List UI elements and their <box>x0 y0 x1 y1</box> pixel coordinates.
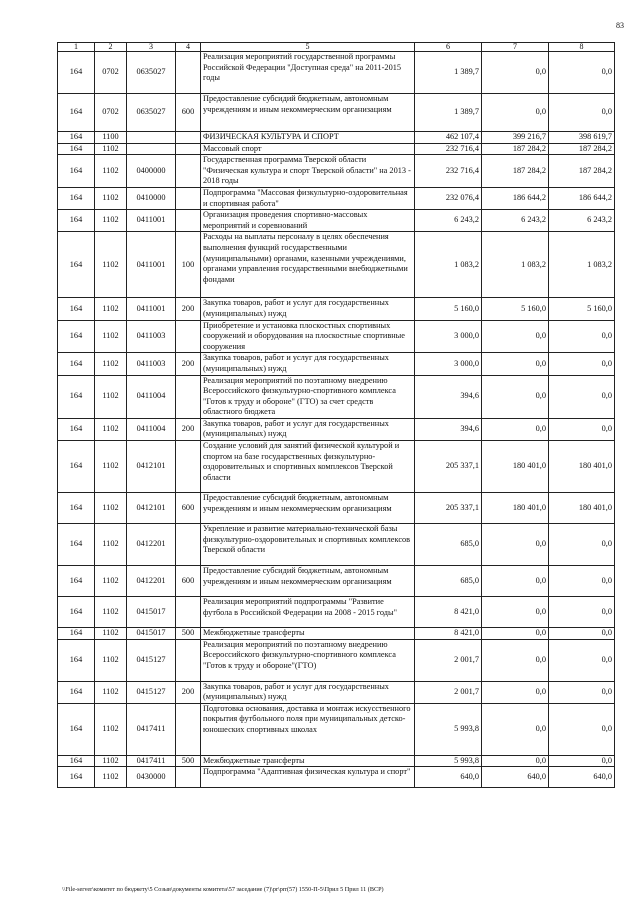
amount-col6-cell: 1 083,2 <box>415 232 482 298</box>
expense-type-cell <box>176 524 201 566</box>
expense-name-cell: Закупка товаров, работ и услуг для государственных (муниципальных) нужд <box>201 298 415 320</box>
section-code-cell: 1102 <box>95 767 127 788</box>
amount-col8-cell: 186 644,2 <box>549 187 615 209</box>
amount-col8-cell: 0,0 <box>549 94 615 132</box>
table-row <box>58 94 615 132</box>
ministry-code-cell: 164 <box>58 298 95 320</box>
amount-col8-cell: 0,0 <box>549 628 615 640</box>
amount-col7-cell: 0,0 <box>482 52 549 94</box>
amount-col8-cell: 1 083,2 <box>549 232 615 298</box>
section-code-cell: 1102 <box>95 524 127 566</box>
amount-col7-cell: 180 401,0 <box>482 441 549 493</box>
amount-col6-cell: 8 421,0 <box>415 628 482 640</box>
expense-type-cell <box>176 155 201 188</box>
expense-type-cell <box>176 441 201 493</box>
table-row <box>58 418 615 440</box>
amount-col8-cell: 6 243,2 <box>549 210 615 232</box>
amount-col8-cell: 0,0 <box>549 639 615 681</box>
expense-type-cell <box>176 767 201 788</box>
amount-col8-cell: 640,0 <box>549 767 615 788</box>
table-row <box>58 187 615 209</box>
amount-col7-cell: 0,0 <box>482 94 549 132</box>
amount-col8-cell: 0,0 <box>549 52 615 94</box>
section-code-cell: 1102 <box>95 566 127 597</box>
ministry-code-cell: 164 <box>58 767 95 788</box>
expense-type-cell <box>176 210 201 232</box>
section-code-cell: 1100 <box>95 132 127 144</box>
target-article-cell: 0411001 <box>127 298 176 320</box>
section-code-cell: 1102 <box>95 628 127 640</box>
expense-type-cell: 200 <box>176 418 201 440</box>
column-number-5: 5 <box>201 43 415 52</box>
table-row <box>58 681 615 703</box>
amount-col7-cell: 0,0 <box>482 418 549 440</box>
amount-col6-cell: 205 337,1 <box>415 493 482 524</box>
expense-type-cell <box>176 320 201 353</box>
amount-col8-cell: 0,0 <box>549 320 615 353</box>
target-article-cell <box>127 143 176 155</box>
expense-name-cell: Подготовка основания, доставка и монтаж искусственного покрытия футбольного поля при муниципальных детско-юношеских спортивных школах <box>201 703 415 755</box>
expense-name-cell: Реализация мероприятий государственной программы Российской Федерации "Доступная среда" на 2011-2015 годы <box>201 52 415 94</box>
table-row <box>58 320 615 353</box>
ministry-code-cell: 164 <box>58 441 95 493</box>
amount-col7-cell: 5 160,0 <box>482 298 549 320</box>
ministry-code-cell: 164 <box>58 52 95 94</box>
amount-col6-cell: 232 716,4 <box>415 155 482 188</box>
column-number-3: 3 <box>127 43 176 52</box>
expense-type-cell: 200 <box>176 353 201 375</box>
section-code-cell: 1102 <box>95 320 127 353</box>
amount-col6-cell: 6 243,2 <box>415 210 482 232</box>
target-article-cell: 0412101 <box>127 493 176 524</box>
amount-col7-cell: 0,0 <box>482 353 549 375</box>
expense-name-cell: Предоставление субсидий бюджетным, автономным учреждениям и иным некоммерческим организациям <box>201 566 415 597</box>
amount-col7-cell: 0,0 <box>482 597 549 628</box>
amount-col6-cell: 394,6 <box>415 418 482 440</box>
ministry-code-cell: 164 <box>58 155 95 188</box>
amount-col8-cell: 0,0 <box>549 755 615 767</box>
table-row <box>58 639 615 681</box>
section-code-cell: 1102 <box>95 639 127 681</box>
target-article-cell: 0411004 <box>127 375 176 418</box>
table-row <box>58 628 615 640</box>
amount-col7-cell: 0,0 <box>482 375 549 418</box>
target-article-cell: 0417411 <box>127 703 176 755</box>
expense-type-cell <box>176 132 201 144</box>
expense-type-cell: 600 <box>176 493 201 524</box>
target-article-cell: 0400000 <box>127 155 176 188</box>
target-article-cell: 0635027 <box>127 94 176 132</box>
ministry-code-cell: 164 <box>58 493 95 524</box>
table-row <box>58 566 615 597</box>
expense-type-cell: 500 <box>176 628 201 640</box>
amount-col6-cell: 5 993,8 <box>415 755 482 767</box>
amount-col6-cell: 2 001,7 <box>415 681 482 703</box>
amount-col6-cell: 685,0 <box>415 566 482 597</box>
amount-col7-cell: 0,0 <box>482 639 549 681</box>
expense-type-cell <box>176 639 201 681</box>
target-article-cell: 0415017 <box>127 628 176 640</box>
amount-col7-cell: 0,0 <box>482 524 549 566</box>
expense-name-cell: Реализация мероприятий по поэтапному внедрению Всероссийского физкультурно-спортивного комплекса "Готов к труду и обороне" (ГТО) за счет средств областного бюджета <box>201 375 415 418</box>
amount-col8-cell: 0,0 <box>549 681 615 703</box>
expense-name-cell: Организация проведения спортивно-массовых мероприятий и соревнований <box>201 210 415 232</box>
section-code-cell: 1102 <box>95 703 127 755</box>
expense-type-cell: 200 <box>176 298 201 320</box>
target-article-cell: 0415127 <box>127 681 176 703</box>
expense-name-cell: Предоставление субсидий бюджетным, автономным учреждениям и иным некоммерческим организациям <box>201 94 415 132</box>
amount-col8-cell: 398 619,7 <box>549 132 615 144</box>
amount-col8-cell: 0,0 <box>549 353 615 375</box>
amount-col6-cell: 394,6 <box>415 375 482 418</box>
table-row <box>58 767 615 788</box>
amount-col7-cell: 180 401,0 <box>482 493 549 524</box>
expense-name-cell: Закупка товаров, работ и услуг для государственных (муниципальных) нужд <box>201 681 415 703</box>
amount-col7-cell: 0,0 <box>482 755 549 767</box>
expense-type-cell: 500 <box>176 755 201 767</box>
section-code-cell: 1102 <box>95 143 127 155</box>
expense-name-cell: Межбюджетные трансферты <box>201 628 415 640</box>
amount-col7-cell: 0,0 <box>482 703 549 755</box>
target-article-cell <box>127 132 176 144</box>
target-article-cell: 0411001 <box>127 232 176 298</box>
table-row <box>58 155 615 188</box>
expense-name-cell: Государственная программа Тверской области "Физическая культура и спорт Тверской области" на 2013 - 2018 годы <box>201 155 415 188</box>
page-number: 83 <box>616 21 624 30</box>
expense-name-cell: Подпрограмма "Адаптивная физическая культура и спорт" <box>201 767 415 788</box>
expense-type-cell <box>176 703 201 755</box>
amount-col8-cell: 187 284,2 <box>549 143 615 155</box>
expense-name-cell: Приобретение и установка плоскостных спортивных сооружений и оборудования на плоскостные спортивные сооружения <box>201 320 415 353</box>
section-code-cell: 1102 <box>95 418 127 440</box>
section-code-cell: 1102 <box>95 755 127 767</box>
column-number-2: 2 <box>95 43 127 52</box>
amount-col8-cell: 5 160,0 <box>549 298 615 320</box>
table-row <box>58 132 615 144</box>
amount-col8-cell: 0,0 <box>549 597 615 628</box>
expense-name-cell: ФИЗИЧЕСКАЯ КУЛЬТУРА И СПОРТ <box>201 132 415 144</box>
amount-col7-cell: 0,0 <box>482 320 549 353</box>
section-code-cell: 1102 <box>95 441 127 493</box>
target-article-cell: 0411003 <box>127 320 176 353</box>
section-code-cell: 1102 <box>95 210 127 232</box>
target-article-cell: 0410000 <box>127 187 176 209</box>
amount-col7-cell: 0,0 <box>482 681 549 703</box>
expense-name-cell: Предоставление субсидий бюджетным, автономным учреждениям и иным некоммерческим организациям <box>201 493 415 524</box>
target-article-cell: 0635027 <box>127 52 176 94</box>
budget-table <box>57 42 615 788</box>
amount-col8-cell: 187 284,2 <box>549 155 615 188</box>
expense-name-cell: Укрепление и развитие материально-технической базы физкультурно-оздоровительных и спортивных комплексов Тверской области <box>201 524 415 566</box>
section-code-cell: 1102 <box>95 298 127 320</box>
ministry-code-cell: 164 <box>58 375 95 418</box>
target-article-cell: 0430000 <box>127 767 176 788</box>
column-number-4: 4 <box>176 43 201 52</box>
column-number-8: 8 <box>549 43 615 52</box>
amount-col8-cell: 180 401,0 <box>549 493 615 524</box>
table-row <box>58 703 615 755</box>
target-article-cell: 0411003 <box>127 353 176 375</box>
expense-type-cell <box>176 143 201 155</box>
target-article-cell: 0412201 <box>127 566 176 597</box>
expense-name-cell: Закупка товаров, работ и услуг для государственных (муниципальных) нужд <box>201 418 415 440</box>
expense-name-cell: Создание условий для занятий физической культурой и спортом на базе государственных физкультурно-оздоровительных и спортивных комплексов Тверской области <box>201 441 415 493</box>
ministry-code-cell: 164 <box>58 597 95 628</box>
expense-type-cell: 200 <box>176 681 201 703</box>
expense-name-cell: Реализация мероприятий по поэтапному внедрению Всероссийского физкультурно-спортивного комплекса "Готов к труду и обороне"(ГТО) <box>201 639 415 681</box>
column-number-1: 1 <box>58 43 95 52</box>
section-code-cell: 1102 <box>95 493 127 524</box>
amount-col7-cell: 640,0 <box>482 767 549 788</box>
section-code-cell: 1102 <box>95 681 127 703</box>
ministry-code-cell: 164 <box>58 524 95 566</box>
amount-col8-cell: 0,0 <box>549 524 615 566</box>
amount-col7-cell: 0,0 <box>482 628 549 640</box>
amount-col6-cell: 232 716,4 <box>415 143 482 155</box>
amount-col7-cell: 187 284,2 <box>482 155 549 188</box>
amount-col6-cell: 5 993,8 <box>415 703 482 755</box>
table-row <box>58 493 615 524</box>
table-row <box>58 524 615 566</box>
expense-name-cell: Закупка товаров, работ и услуг для государственных (муниципальных) нужд <box>201 353 415 375</box>
section-code-cell: 1102 <box>95 232 127 298</box>
section-code-cell: 1102 <box>95 353 127 375</box>
section-code-cell: 1102 <box>95 155 127 188</box>
section-code-cell: 1102 <box>95 187 127 209</box>
target-article-cell: 0412201 <box>127 524 176 566</box>
amount-col6-cell: 3 000,0 <box>415 353 482 375</box>
amount-col6-cell: 1 389,7 <box>415 94 482 132</box>
table-row <box>58 375 615 418</box>
target-article-cell: 0411004 <box>127 418 176 440</box>
ministry-code-cell: 164 <box>58 703 95 755</box>
ministry-code-cell: 164 <box>58 628 95 640</box>
ministry-code-cell: 164 <box>58 681 95 703</box>
expense-name-cell: Межбюджетные трансферты <box>201 755 415 767</box>
ministry-code-cell: 164 <box>58 639 95 681</box>
ministry-code-cell: 164 <box>58 187 95 209</box>
amount-col6-cell: 3 000,0 <box>415 320 482 353</box>
table-row <box>58 232 615 298</box>
table-row <box>58 441 615 493</box>
amount-col8-cell: 180 401,0 <box>549 441 615 493</box>
expense-type-cell <box>176 597 201 628</box>
amount-col6-cell: 8 421,0 <box>415 597 482 628</box>
section-code-cell: 0702 <box>95 94 127 132</box>
table-row <box>58 210 615 232</box>
amount-col7-cell: 186 644,2 <box>482 187 549 209</box>
ministry-code-cell: 164 <box>58 320 95 353</box>
target-article-cell: 0411001 <box>127 210 176 232</box>
amount-col8-cell: 0,0 <box>549 375 615 418</box>
amount-col8-cell: 0,0 <box>549 703 615 755</box>
table-row <box>58 353 615 375</box>
column-number-header-row <box>58 43 615 52</box>
amount-col6-cell: 2 001,7 <box>415 639 482 681</box>
section-code-cell: 0702 <box>95 52 127 94</box>
section-code-cell: 1102 <box>95 375 127 418</box>
target-article-cell: 0415017 <box>127 597 176 628</box>
target-article-cell: 0412101 <box>127 441 176 493</box>
amount-col6-cell: 685,0 <box>415 524 482 566</box>
amount-col7-cell: 399 216,7 <box>482 132 549 144</box>
target-article-cell: 0415127 <box>127 639 176 681</box>
ministry-code-cell: 164 <box>58 353 95 375</box>
expense-name-cell: Массовый спорт <box>201 143 415 155</box>
amount-col6-cell: 5 160,0 <box>415 298 482 320</box>
ministry-code-cell: 164 <box>58 418 95 440</box>
amount-col6-cell: 1 389,7 <box>415 52 482 94</box>
table-row <box>58 298 615 320</box>
ministry-code-cell: 164 <box>58 755 95 767</box>
amount-col8-cell: 0,0 <box>549 418 615 440</box>
table-row <box>58 597 615 628</box>
expense-type-cell <box>176 375 201 418</box>
expense-type-cell <box>176 187 201 209</box>
table-row <box>58 143 615 155</box>
target-article-cell: 0417411 <box>127 755 176 767</box>
table-row <box>58 755 615 767</box>
amount-col7-cell: 0,0 <box>482 566 549 597</box>
expense-type-cell: 600 <box>176 566 201 597</box>
expense-name-cell: Реализация мероприятий подпрограммы "Развитие футбола в Российской Федерации на 2008 - 2015 годы" <box>201 597 415 628</box>
ministry-code-cell: 164 <box>58 143 95 155</box>
ministry-code-cell: 164 <box>58 132 95 144</box>
expense-name-cell: Подпрограмма "Массовая физкультурно-оздоровительная и спортивная работа" <box>201 187 415 209</box>
ministry-code-cell: 164 <box>58 94 95 132</box>
file-path-footer: \\File-server\комитет по бюджету\5 Созыв\документы комитета\57 заседание (7)\pr\prr(57) 1550-П-5\Прил 5 Прил 11 (ВСР) <box>62 886 384 893</box>
section-code-cell: 1102 <box>95 597 127 628</box>
expense-name-cell: Расходы на выплаты персоналу в целях обеспечения выполнения функций государственными (муниципальными) органами, казенными учреждениями, органами управления государственными внебюджетными фондами <box>201 232 415 298</box>
amount-col8-cell: 0,0 <box>549 566 615 597</box>
table-row <box>58 52 615 94</box>
expense-type-cell: 100 <box>176 232 201 298</box>
amount-col7-cell: 187 284,2 <box>482 143 549 155</box>
ministry-code-cell: 164 <box>58 210 95 232</box>
column-number-6: 6 <box>415 43 482 52</box>
amount-col6-cell: 232 076,4 <box>415 187 482 209</box>
amount-col7-cell: 1 083,2 <box>482 232 549 298</box>
ministry-code-cell: 164 <box>58 566 95 597</box>
amount-col7-cell: 6 243,2 <box>482 210 549 232</box>
column-number-7: 7 <box>482 43 549 52</box>
expense-type-cell: 600 <box>176 94 201 132</box>
amount-col6-cell: 205 337,1 <box>415 441 482 493</box>
amount-col6-cell: 462 107,4 <box>415 132 482 144</box>
amount-col6-cell: 640,0 <box>415 767 482 788</box>
expense-type-cell <box>176 52 201 94</box>
ministry-code-cell: 164 <box>58 232 95 298</box>
